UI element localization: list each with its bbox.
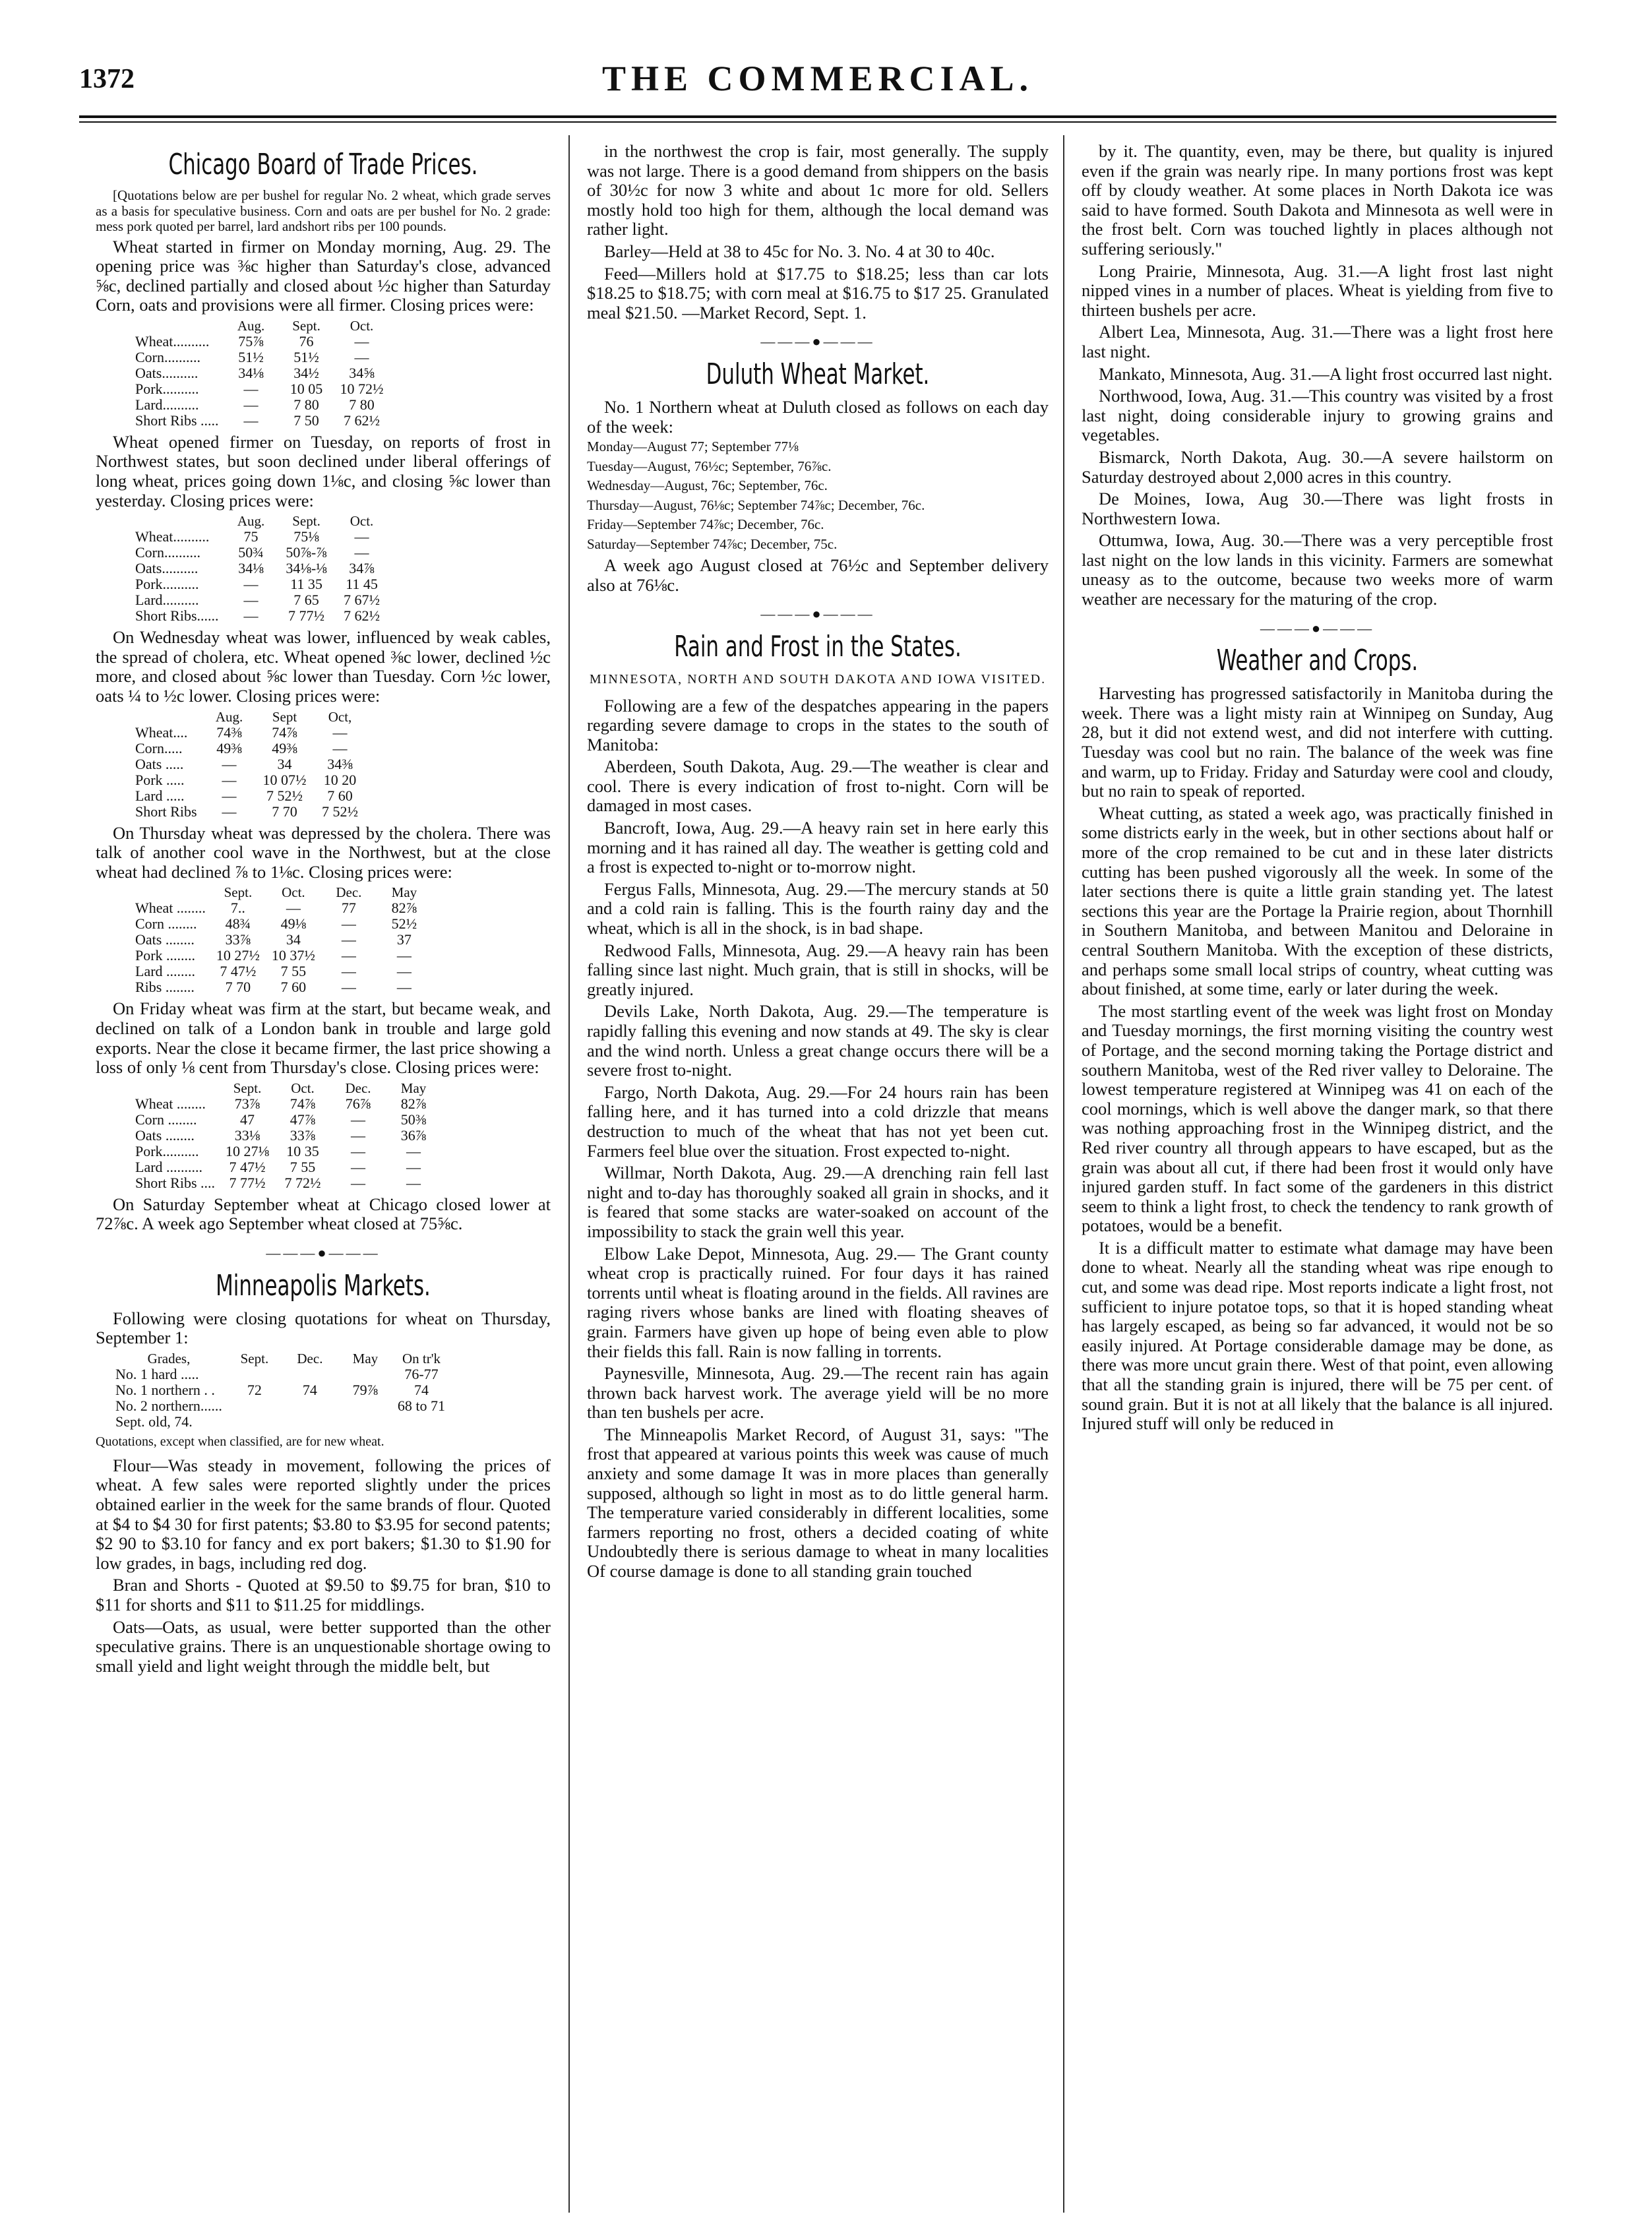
weather-paragraph: It is a difficult matter to estimate what damage may have been done to wheat. Nearly all the standing wheat was ripe enough to cut, and some was dead ripe. Most reports indicate a light frost, not sufficient to injure potatoe tops, so that it is hoped standing wheat has largely escaped, as being so far advanced, it would not be so easily injured. At Portage considerable damage may be done, as there was more uncut grain there. West of that point, even allowing that all the standing grain is injured, there will be 75 per cent. of sound grain. But it is not at all likely that the balance is all injured. Injured stuff will only be reduced in bbox=[1082, 1237, 1553, 1434]
price-cell: — bbox=[222, 803, 237, 820]
rain-paragraph: Devils Lake, North Dakota, Aug. 29.—The temperature is rapidly falling this evening and now stands at 49. The sky is clear and the wind north. Unless a great change occurs there will be a severe frost to-night. bbox=[587, 1001, 1049, 1080]
price-cell: 74 bbox=[302, 1381, 317, 1398]
duluth-day: Friday—September 74⅞c; December, 76c. bbox=[587, 516, 824, 533]
price-cell: 7 62½ bbox=[344, 412, 381, 429]
minneapolis-table bbox=[115, 1351, 454, 1430]
price-cell: — bbox=[351, 1158, 366, 1175]
price-cell: 34⅛-⅛ bbox=[286, 560, 327, 577]
price-cell: 74 bbox=[413, 1381, 429, 1398]
price-cell: 10 27⅛ bbox=[226, 1142, 270, 1159]
row-label: No. 1 northern . . bbox=[115, 1381, 215, 1398]
duluth-day: Saturday—September 74⅞c; December, 75c. bbox=[587, 536, 838, 552]
row-label: Pork ........ bbox=[135, 947, 196, 964]
price-cell: — bbox=[354, 544, 369, 561]
column-1 bbox=[96, 142, 551, 2209]
price-cell: — bbox=[354, 348, 369, 365]
row-label: Lard .......... bbox=[135, 1158, 203, 1175]
price-cell: — bbox=[222, 771, 237, 788]
column-header bbox=[135, 318, 228, 334]
table-row bbox=[135, 365, 394, 381]
row-label: Corn ........ bbox=[135, 915, 197, 933]
table-row bbox=[135, 932, 437, 948]
row-label: Pork.......... bbox=[135, 1142, 199, 1159]
chicago-monday: Wheat started in firmer on Monday morning, Aug. 29. The opening price was ⅜c higher than Saturday's close, advanced ⅝c, declined partially and closed about ½c higher than Saturday Corn, oats and provisions were all firmer. Closing prices were: bbox=[96, 236, 551, 315]
column-3 bbox=[1082, 142, 1553, 2209]
table-row bbox=[135, 756, 373, 772]
price-cell: — bbox=[332, 739, 348, 756]
price-cell: 82⅞ bbox=[391, 900, 417, 917]
row-label: Pork.......... bbox=[135, 380, 199, 397]
price-cell: 7 60 bbox=[280, 979, 307, 996]
column-header: Oct. bbox=[282, 884, 305, 901]
column-header: May bbox=[400, 1080, 427, 1096]
row-label: Short Ribs .... bbox=[135, 1174, 216, 1191]
weather-title: Weather and Crops. bbox=[1216, 644, 1419, 678]
column-2 bbox=[587, 142, 1049, 2209]
column-header: Sept. bbox=[240, 1350, 269, 1366]
section-separator: ———●——— bbox=[760, 333, 875, 350]
duluth-day: Thursday—August, 76⅛c; September 74⅞c; December, 76c. bbox=[587, 497, 925, 513]
price-cell: 7 55 bbox=[290, 1158, 316, 1175]
column-header: Sept. bbox=[292, 513, 321, 530]
row-label: Oats ..... bbox=[135, 755, 184, 772]
price-cell: 82⅞ bbox=[400, 1095, 427, 1112]
column-header: Oct, bbox=[328, 708, 352, 725]
price-cell: 49⅜ bbox=[216, 739, 242, 756]
price-cell: — bbox=[243, 576, 259, 593]
table-row bbox=[135, 334, 394, 350]
chicago-wednesday: On Wednesday wheat was lower, influenced by weak cables, the spread of cholera, etc. Wheat opened ⅜c lower, declined ½c more, and closed about ⅝c lower than Tuesday. Corn ½c lower, oats ¼ to ½c lower. Closing prices were: bbox=[96, 627, 551, 706]
duluth-title: Duluth Wheat Market. bbox=[706, 357, 930, 391]
price-cell: — bbox=[341, 931, 356, 948]
price-cell: — bbox=[243, 380, 259, 397]
minneapolis-bran: Bran and Shorts - Quoted at $9.50 to $9.75 for bran, $10 to $11 for shorts and $11 to $11.25 for middlings. bbox=[96, 1575, 551, 1614]
column-header: Sept. bbox=[292, 317, 321, 334]
price-cell: 33⅛ bbox=[234, 1126, 260, 1144]
row-label: Pork ..... bbox=[135, 771, 185, 788]
price-cell: 7 52½ bbox=[322, 803, 359, 820]
row-label: Oats.......... bbox=[135, 364, 199, 381]
table-row bbox=[135, 576, 394, 592]
price-cell: — bbox=[243, 396, 259, 413]
masthead: THE COMMERCIAL. bbox=[601, 59, 1033, 98]
table-row bbox=[115, 1414, 454, 1430]
price-cell: 75⅞ bbox=[238, 332, 264, 350]
frost-paragraph: Long Prairie, Minnesota, Aug. 31.—A light frost last night nipped vines in a number of places. Wheat is yielding from five to thirteen bushels per acre. bbox=[1082, 261, 1553, 320]
column-header: Dec. bbox=[297, 1350, 323, 1366]
rain-paragraph: Bancroft, Iowa, Aug. 29.—A heavy rain set in here early this morning and it has rained all day. The weather is getting cold and a frost is expected to-night or to-morrow night. bbox=[587, 818, 1049, 877]
price-cell: 7 70 bbox=[225, 979, 251, 996]
price-cell bbox=[231, 1414, 287, 1430]
duluth-day: Monday—August 77; September 77⅛ bbox=[587, 439, 799, 455]
price-cell: 72 bbox=[247, 1381, 262, 1398]
price-cell: 51½ bbox=[238, 348, 264, 365]
frost-paragraph: by it. The quantity, even, may be there, but quality is injured even if the grain was nearly ripe. In many portions frost was kept off by cloudy weather. At some places in North Dakota ice was said to have formed. South Dakota and Minnesota as well were in the frost belt. Corn was touched lightly in places although not suffering seriously." bbox=[1082, 142, 1553, 259]
price-cell: 7 65 bbox=[293, 592, 319, 609]
table-row bbox=[135, 397, 394, 413]
table-row bbox=[135, 788, 373, 804]
price-cell: — bbox=[354, 528, 369, 545]
duluth-week: A week ago August closed at 76½c and September delivery also at 76⅛c. bbox=[587, 555, 1049, 595]
column-header: Aug. bbox=[237, 317, 265, 334]
frost-paragraph: Bismarck, North Dakota, Aug. 30.—A severe hailstorm on Saturday destroyed about 2,000 acres in this country. bbox=[1082, 446, 1553, 487]
price-cell bbox=[231, 1366, 287, 1382]
price-cell: 76 bbox=[299, 332, 314, 350]
price-cell: 34⅞ bbox=[349, 560, 375, 577]
price-cell: — bbox=[341, 947, 356, 964]
price-cell bbox=[342, 1366, 398, 1382]
column-header: Aug. bbox=[237, 513, 265, 530]
column-header: Oct. bbox=[350, 513, 374, 530]
column-header: May bbox=[352, 1350, 379, 1366]
price-cell: 49⅛ bbox=[280, 915, 307, 933]
price-cell bbox=[287, 1414, 342, 1430]
row-label: Oats.......... bbox=[135, 560, 199, 577]
price-cell: 75⅛ bbox=[293, 528, 319, 545]
table-row bbox=[135, 772, 373, 788]
table-row bbox=[135, 804, 373, 820]
price-cell: 34⅛ bbox=[238, 560, 264, 577]
price-cell: 10 35 bbox=[286, 1142, 319, 1159]
table-row bbox=[135, 592, 394, 608]
page-header bbox=[79, 58, 1556, 104]
price-cell bbox=[398, 1414, 454, 1430]
duluth-days bbox=[587, 439, 1049, 552]
table-row bbox=[135, 1096, 446, 1112]
rain-paragraph: Following are a few of the despatches appearing in the papers regarding severe damage to crops in the states to the south of Manitoba: bbox=[587, 695, 1049, 754]
price-cell: 10 05 bbox=[290, 380, 323, 397]
price-cell: — bbox=[222, 755, 237, 772]
prices-table-monday bbox=[135, 318, 394, 429]
price-cell: — bbox=[354, 332, 369, 350]
price-cell: — bbox=[243, 607, 259, 625]
barley-paragraph: Barley—Held at 38 to 45c for No. 3. No. 4 at 30 to 40c. bbox=[604, 241, 995, 261]
price-cell: 7 72½ bbox=[284, 1174, 321, 1191]
price-cell: 34⅝ bbox=[349, 364, 375, 381]
price-cell: 7 47½ bbox=[220, 963, 257, 980]
table-header-row bbox=[135, 884, 437, 900]
row-label: Oats ........ bbox=[135, 931, 195, 948]
price-cell: — bbox=[406, 1174, 421, 1191]
table-header-row bbox=[115, 1351, 454, 1366]
section-separator: ———●——— bbox=[1260, 619, 1375, 636]
duluth-intro: No. 1 Northern wheat at Duluth closed as follows on each day of the week: bbox=[587, 396, 1049, 437]
column-header: Aug. bbox=[215, 708, 243, 725]
price-cell: 7 70 bbox=[272, 803, 297, 820]
column-header bbox=[135, 513, 228, 529]
table-row bbox=[135, 545, 394, 561]
price-cell: 10 72½ bbox=[340, 380, 384, 397]
price-cell: — bbox=[341, 979, 356, 996]
column-header: Sept bbox=[272, 708, 297, 725]
price-cell: 10 37½ bbox=[271, 947, 315, 964]
price-cell: 34⅜ bbox=[327, 755, 353, 772]
table-row bbox=[135, 1159, 446, 1175]
rain-paragraph: Aberdeen, South Dakota, Aug. 29.—The weather is clear and cool. There is every indication of frost to-night. Corn will be damaged in most cases. bbox=[587, 756, 1049, 816]
price-cell: 7 52½ bbox=[266, 787, 303, 804]
rain-subheading: MINNESOTA, NORTH AND SOUTH DAKOTA AND IOWA VISITED. bbox=[589, 671, 1047, 687]
table-row bbox=[135, 1175, 446, 1191]
row-label: Corn..... bbox=[135, 739, 183, 756]
row-label: Wheat.... bbox=[135, 723, 188, 741]
header-rule-bottom bbox=[79, 121, 1556, 123]
price-cell: 7.. bbox=[230, 900, 245, 917]
table-row bbox=[135, 725, 373, 741]
price-cell: 50⅞-⅞ bbox=[286, 544, 327, 561]
price-cell: 34½ bbox=[293, 364, 319, 381]
table-header-row bbox=[135, 1080, 446, 1096]
row-label: Lard ........ bbox=[135, 963, 196, 980]
column-header: On tr'k bbox=[402, 1350, 441, 1366]
price-cell: — bbox=[406, 1142, 421, 1159]
row-label: Ribs ........ bbox=[135, 979, 195, 996]
section-separator: ———●——— bbox=[760, 605, 875, 623]
weather-paragraph: The most startling event of the week was light frost on Monday and Tuesday mornings, the first morning visiting the country west of Portage, and the second morning taking the Portage district and southern Manitoba, west of the Red river valley to Deloraine. The lowest temperature registered at Winnipeg was 41 on each of the cool mornings, which is well above the danger mark, so that there was nothing approaching frost in the Winnipeg district, and the Red river country all through appears to have escaped, but as the grain was about all cut, if there had been frost it would only have injured garden stuff. In fact some of the gardeners in this district seem to think a light frost, to check the tendency to rank growth of potatoes, would be a benefit. bbox=[1082, 1000, 1553, 1236]
table-row bbox=[135, 381, 394, 397]
column-divider-2 bbox=[1063, 135, 1064, 2213]
table-row bbox=[135, 529, 394, 545]
row-label: Corn.......... bbox=[135, 348, 200, 365]
row-label: Corn.......... bbox=[135, 544, 200, 561]
chicago-title: Chicago Board of Trade Prices. bbox=[168, 148, 478, 181]
table-row bbox=[135, 916, 437, 932]
price-cell: 33⅞ bbox=[225, 931, 251, 948]
price-cell: — bbox=[332, 723, 348, 741]
minneapolis-oats: Oats—Oats, as usual, were better supported than the other speculative grains. There is an unquestionable shortage owing to small yield and light weight through the middle belt, but bbox=[96, 1616, 551, 1676]
table-row bbox=[135, 1128, 446, 1144]
duluth-day: Tuesday—August, 76½c; September, 76⅞c. bbox=[587, 458, 832, 474]
column-header: Oct. bbox=[291, 1080, 315, 1096]
price-cell: 10 20 bbox=[323, 771, 357, 788]
price-cell bbox=[287, 1398, 342, 1414]
column-header: Dec. bbox=[345, 1080, 371, 1096]
table-row bbox=[135, 948, 437, 964]
table-row bbox=[115, 1366, 454, 1382]
header-rule-top bbox=[79, 115, 1556, 118]
minneapolis-title: Minneapolis Markets. bbox=[216, 1268, 431, 1303]
row-label: Short Ribs bbox=[135, 803, 197, 820]
column-header: May bbox=[391, 884, 417, 901]
price-cell bbox=[287, 1366, 342, 1382]
rain-paragraph: Fargo, North Dakota, Aug. 29.—For 24 hours rain has been falling here, and it has turned into a cold drizzle that means destruction to much of the wheat that has not yet been cut. Farmers feel blue over the situation. Frost expected to-night. bbox=[587, 1082, 1049, 1161]
price-cell: 7 47½ bbox=[229, 1158, 266, 1175]
table-row bbox=[135, 561, 394, 576]
row-label: Wheat.......... bbox=[135, 332, 210, 350]
column-header: Grades, bbox=[147, 1350, 191, 1366]
chicago-tuesday: Wheat opened firmer on Tuesday, on reports of frost in Northwest states, but soon declined under liberal offerings of long wheat, prices going down 1⅛c, and closing ⅝c lower than yesterday. Closing prices were: bbox=[96, 431, 551, 510]
column-header: Sept. bbox=[224, 884, 253, 901]
chicago-thursday: On Thursday wheat was depressed by the cholera. There was talk of another cool wave in the Northwest, but at the close wheat had declined ⅞ to 1⅛c. Closing prices were: bbox=[96, 822, 551, 882]
price-cell: 7 67½ bbox=[344, 592, 381, 609]
price-cell: 34 bbox=[286, 931, 301, 948]
table-row bbox=[135, 964, 437, 979]
table-row bbox=[115, 1382, 454, 1398]
price-cell: 73⅞ bbox=[234, 1095, 260, 1112]
prices-table-friday bbox=[135, 1080, 446, 1191]
price-cell: 79⅞ bbox=[352, 1381, 379, 1398]
column-header bbox=[135, 1080, 224, 1096]
price-cell: 11 35 bbox=[290, 576, 322, 593]
price-cell bbox=[342, 1414, 398, 1430]
row-label: Corn ........ bbox=[135, 1111, 197, 1128]
row-label: Lard.......... bbox=[135, 396, 199, 413]
price-cell: 34 bbox=[277, 755, 292, 772]
chicago-intro: [Quotations below are per bushel for regular No. 2 wheat, which grade serves as a basis for speculative business. Corn and oats are per bushel for No. 2 grade: mess pork quoted per barrel, lard andshort ribs per 100 pounds. bbox=[96, 187, 551, 234]
price-cell: 74⅞ bbox=[290, 1095, 316, 1112]
column-divider-1 bbox=[568, 135, 570, 2213]
feed-paragraph: Feed—Millers hold at $17.75 to $18.25; less than car lots $18.25 to $18.75; with corn meal at $16.75 to $17 25. Granulated meal $21.50. —Market Record, Sept. 1. bbox=[587, 263, 1049, 322]
table-header-row bbox=[135, 709, 373, 725]
row-label: No. 2 northern...... bbox=[115, 1397, 222, 1414]
price-cell: 7 50 bbox=[293, 412, 319, 429]
page-number: 1372 bbox=[79, 64, 135, 94]
price-cell: — bbox=[396, 963, 412, 980]
price-cell: 7 55 bbox=[280, 963, 307, 980]
table-row bbox=[135, 1112, 446, 1128]
weather-paragraph: Wheat cutting, as stated a week ago, was practically finished in some districts early in the week, but in other sections about half or more of the crop remained to be cut and in these later districts cutting has been pushed vigorously all the week. In some of the later sections there is quite a little grain standing yet. The latest sections this year are the Portage la Prairie region, about Thornhill in Southern Manitoba, and between Manitou and Deloraine in central Southern Manitoba. With the exception of these districts, and perhaps some small local strips of country, wheat cutting was about finished, at some time, early or later during the week. bbox=[1082, 803, 1553, 999]
price-cell: 36⅞ bbox=[400, 1126, 427, 1144]
row-label: Lard.......... bbox=[135, 592, 199, 609]
minneapolis-flour: Flour—Was steady in movement, following the prices of wheat. A few sales were reported slightly under the prices obtained earlier in the week for the same brands of flour. Quoted at $4 to $4 30 for first patents; $3.80 to $3.95 for second patents; $2 90 to $3.10 for fancy and ex port bakers; $1.30 to $1.90 for low grades, in bags, including red dog. bbox=[96, 1455, 551, 1573]
price-cell: 10 07½ bbox=[262, 771, 307, 788]
price-cell: 48¾ bbox=[225, 915, 251, 933]
price-cell: 68 to 71 bbox=[397, 1397, 446, 1414]
price-cell: — bbox=[351, 1142, 366, 1159]
oats-continued: in the northwest the crop is fair, most generally. The supply was not large. There is a good demand from shippers on the basis of 30½c for now 3 white and about 1c more for old. Sellers mostly hold too high for them, although the local demand was rather light. bbox=[587, 142, 1049, 239]
price-cell bbox=[231, 1398, 287, 1414]
column-header: Sept. bbox=[233, 1080, 262, 1096]
row-label: Pork.......... bbox=[135, 576, 199, 593]
frost-paragraph: Ottumwa, Iowa, Aug. 30.—There was a very perceptible frost last night on the low lands in this vicinity. Farmers are somewhat uneasy as to the outcome, because two weeks more of warm weather are necessary for the maturing of the crop. bbox=[1082, 530, 1553, 609]
price-cell: 47 bbox=[240, 1111, 255, 1128]
row-label: Oats ........ bbox=[135, 1126, 195, 1144]
price-cell bbox=[342, 1398, 398, 1414]
rain-paragraph: Paynesville, Minnesota, Aug. 29.—The recent rain has again thrown back harvest work. The average yield will be no more than ten bushels per acre. bbox=[587, 1363, 1049, 1423]
price-cell: — bbox=[351, 1174, 366, 1191]
price-cell: 7 60 bbox=[327, 787, 353, 804]
rain-paragraph: Redwood Falls, Minnesota, Aug. 29.—A heavy rain has been falling since last night. Much grain, that is still in shocks, will be greatly injured. bbox=[587, 940, 1049, 999]
price-cell: 76⅞ bbox=[345, 1095, 371, 1112]
row-label: No. 1 hard ..... bbox=[115, 1365, 199, 1382]
prices-table-thursday bbox=[135, 884, 437, 995]
price-cell: 52½ bbox=[391, 915, 417, 933]
table-row bbox=[135, 608, 394, 624]
rain-title: Rain and Frost in the States. bbox=[674, 629, 962, 663]
frost-paragraph: Albert Lea, Minnesota, Aug. 31.—There was a light frost here last night. bbox=[1082, 322, 1553, 361]
price-cell: — bbox=[396, 947, 412, 964]
frost-paragraph: Northwood, Iowa, Aug. 31.—This country was visited by a frost last night, doing considerable injury to growing grains and vegetables. bbox=[1082, 386, 1553, 445]
column-header: Dec. bbox=[336, 884, 362, 901]
price-cell: — bbox=[286, 900, 301, 917]
price-cell: 74⅞ bbox=[272, 723, 297, 741]
column-header bbox=[135, 709, 206, 725]
price-cell: 50¾ bbox=[238, 544, 264, 561]
price-cell: 7 80 bbox=[349, 396, 375, 413]
minneapolis-intro: Following were closing quotations for wheat on Thursday, September 1: bbox=[96, 1308, 551, 1348]
table-header-row bbox=[135, 318, 394, 334]
table-row bbox=[135, 1144, 446, 1159]
price-cell: 51½ bbox=[293, 348, 319, 365]
price-cell: — bbox=[406, 1158, 421, 1175]
row-label: Sept. old, 74. bbox=[115, 1413, 193, 1430]
column-header bbox=[135, 884, 215, 900]
price-cell: 75 bbox=[243, 528, 259, 545]
price-cell: 37 bbox=[396, 931, 412, 948]
row-label: Lard ..... bbox=[135, 787, 185, 804]
price-cell: — bbox=[243, 592, 259, 609]
table-row bbox=[135, 979, 437, 995]
price-cell: 49⅜ bbox=[272, 739, 297, 756]
row-label: Short Ribs...... bbox=[135, 607, 219, 625]
price-cell: 7 62½ bbox=[344, 607, 381, 625]
table-row bbox=[135, 413, 394, 429]
rain-paragraph: The Minneapolis Market Record, of August 31, says: "The frost that appeared at various points this week was cause of much anxiety and some damage It was in more places than generally supposed, although so light in most as to do little general harm. The temperature varied considerably in different localities, some farmers reporting no frost, others a decided coating of white Undoubtedly there is serious damage to wheat in many localities Of course damage is done to all standing grain touched bbox=[587, 1424, 1049, 1581]
table-row bbox=[135, 741, 373, 756]
frost-paragraph: Mankato, Minnesota, Aug. 31.—A light frost occurred last night. bbox=[1099, 363, 1553, 384]
rain-paragraph: Elbow Lake Depot, Minnesota, Aug. 29.— The Grant county wheat crop is practically ruined. For four days it has rained torrents until wheat is floating around in the fields. All ravines are raging rivers whose banks are lined with floating sheaves of grain. Farmers have given up hope of being even able to plow their fields this fall. Rain is now falling in torrents. bbox=[587, 1243, 1049, 1361]
chicago-saturday: On Saturday September wheat at Chicago closed lower at 72⅞c. A week ago September wheat closed at 75⅝c. bbox=[96, 1194, 551, 1234]
price-cell: — bbox=[351, 1111, 366, 1128]
minneapolis-note: Quotations, except when classified, are for new wheat. bbox=[96, 1434, 384, 1449]
rain-paragraph: Fergus Falls, Minnesota, Aug. 29.—The mercury stands at 50 and a cold rain is falling. This is the fourth rainy day and the wheat, which is all in the shock, is in bad shape. bbox=[587, 878, 1049, 938]
price-cell: — bbox=[396, 979, 412, 996]
prices-table-tuesday bbox=[135, 513, 394, 624]
table-row bbox=[135, 900, 437, 916]
price-cell: 34⅛ bbox=[238, 364, 264, 381]
rain-paragraph: Willmar, North Dakota, Aug. 29.—A drenching rain fell last night and to-day has thoroughly soaked all grain in shocks, and it is feared that some stacks are water-soaked on account of the impossibility to stack the grain well this year. bbox=[587, 1163, 1049, 1241]
price-cell: 74⅜ bbox=[216, 723, 242, 741]
section-separator: ———●——— bbox=[266, 1244, 381, 1261]
price-cell: — bbox=[222, 787, 237, 804]
price-cell: — bbox=[341, 915, 356, 933]
row-label: Short Ribs ..... bbox=[135, 412, 219, 429]
table-row bbox=[115, 1398, 454, 1414]
table-header-row bbox=[135, 513, 394, 529]
prices-table-wednesday bbox=[135, 709, 373, 820]
row-label: Wheat.......... bbox=[135, 528, 210, 545]
chicago-friday: On Friday wheat was firm at the start, but became weak, and declined on talk of a London bank in trouble and large gold exports. Near the close it became firmer, the last price showing a loss of only ⅛ cent from Thursday's close. Closing prices were: bbox=[96, 998, 551, 1078]
weather-paragraph: Harvesting has progressed satisfactorily in Manitoba during the week. There was a light misty rain at Winnipeg on Sunday, Aug 28, but it did not extend west, and did not interfere with cutting. Tuesday was cool but no rain. The balance of the week was fine and warm, up to Friday. Friday and Saturday were cool and cloudy, but no rain to speak of reported. bbox=[1082, 683, 1553, 801]
price-cell: 7 80 bbox=[293, 396, 319, 413]
row-label: Wheat ........ bbox=[135, 900, 206, 917]
price-cell: 7 77½ bbox=[229, 1174, 266, 1191]
price-cell: — bbox=[341, 963, 356, 980]
price-cell: 77 bbox=[341, 900, 356, 917]
row-label: Wheat ........ bbox=[135, 1095, 206, 1112]
price-cell: 10 27½ bbox=[216, 947, 260, 964]
table-row bbox=[135, 350, 394, 365]
price-cell: 11 45 bbox=[346, 576, 378, 593]
column-header: Oct. bbox=[350, 317, 374, 334]
price-cell: 33⅞ bbox=[290, 1126, 316, 1144]
price-cell: — bbox=[243, 412, 259, 429]
frost-paragraph: De Moines, Iowa, Aug 30.—There was light frosts in Northwestern Iowa. bbox=[1082, 489, 1553, 528]
price-cell: 47⅞ bbox=[290, 1111, 316, 1128]
price-cell: 76-77 bbox=[404, 1365, 439, 1382]
duluth-day: Wednesday—August, 76c; September, 76c. bbox=[587, 477, 828, 494]
price-cell: 7 77½ bbox=[288, 607, 325, 625]
price-cell: — bbox=[351, 1126, 366, 1144]
price-cell: 50⅜ bbox=[400, 1111, 427, 1128]
